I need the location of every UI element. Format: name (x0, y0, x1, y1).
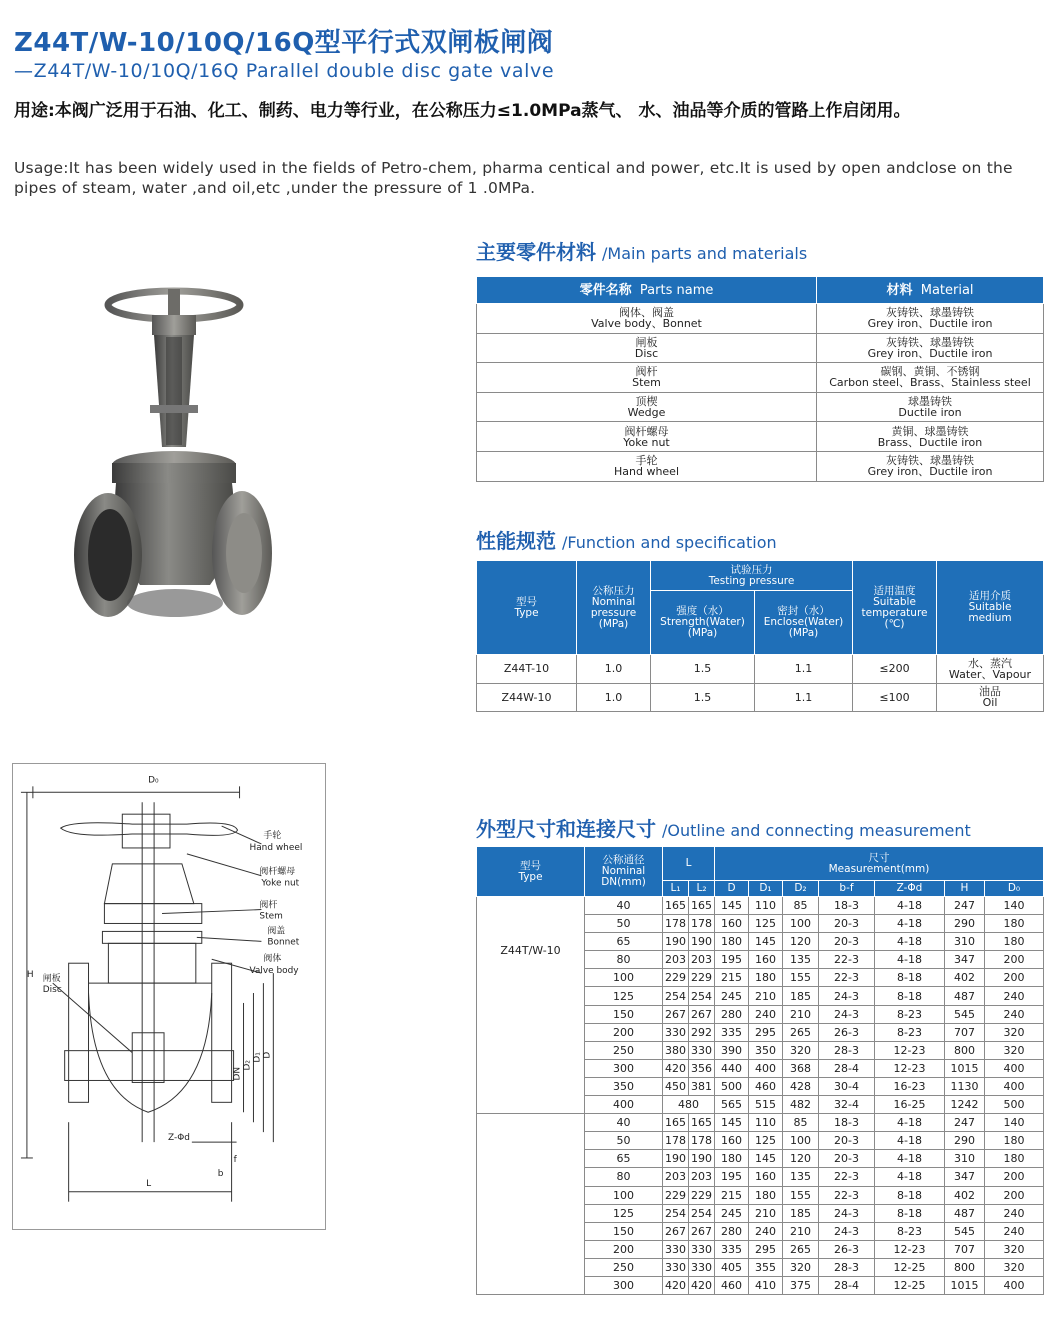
table-cell: 254 (663, 987, 689, 1005)
drawing-label-d1: D₁ (252, 1052, 263, 1063)
dims-col-d: D (715, 881, 749, 897)
table-cell: 140 (985, 897, 1044, 915)
table-cell: 267 (689, 1005, 715, 1023)
table-cell: 240 (985, 987, 1044, 1005)
drawing-handwheel-en: Hand wheel (249, 842, 303, 853)
table-cell: 200 (985, 969, 1044, 987)
table-cell: 350 (585, 1077, 663, 1095)
table-cell: 155 (783, 969, 819, 987)
table-cell: 400 (749, 1059, 783, 1077)
table-cell: 150 (585, 1005, 663, 1023)
table-cell: 4-18 (875, 915, 945, 933)
drawing-label-d: D (262, 1051, 273, 1059)
table-cell: 8-18 (875, 1186, 945, 1204)
table-cell: 240 (749, 1005, 783, 1023)
table-cell: 460 (749, 1077, 783, 1095)
table-cell: 347 (945, 1168, 985, 1186)
table-cell: 22-3 (819, 1186, 875, 1204)
materials-heading (476, 236, 807, 265)
table-row (477, 897, 1044, 915)
table-cell: 292 (689, 1023, 715, 1041)
dims-col-measurement: 尺寸 Measurement(mm) (715, 847, 1044, 881)
table-cell: 4-18 (875, 1150, 945, 1168)
table-cell: 178 (663, 1132, 689, 1150)
table-cell: 28-3 (819, 1041, 875, 1059)
table-cell: 150 (585, 1222, 663, 1240)
table-cell: 24-3 (819, 1005, 875, 1023)
table-row: 阀杆螺母 Yoke nut 黄铜、球墨铸铁 Brass、Ductile iron (477, 422, 1044, 452)
table-row: 闸板 Disc 灰铸铁、球墨铸铁 Grey iron、Ductile iron (477, 333, 1044, 363)
table-cell: 265 (783, 1023, 819, 1041)
table-cell: 180 (749, 969, 783, 987)
table-cell: 707 (945, 1240, 985, 1258)
table-cell: 310 (945, 933, 985, 951)
table-cell: 1242 (945, 1096, 985, 1114)
table-cell: 28-4 (819, 1059, 875, 1077)
table-cell: 247 (945, 1114, 985, 1132)
spec-heading (476, 525, 777, 554)
dims-heading-en: /Outline and connecting measurement (662, 821, 971, 840)
table-cell: 335 (715, 1240, 749, 1258)
table-cell: 320 (985, 1258, 1044, 1276)
dims-col-bf: b-f (819, 881, 875, 897)
table-cell: 410 (749, 1276, 783, 1294)
table-cell: 265 (783, 1240, 819, 1258)
drawing-stem-cn: 阀杆 (259, 900, 278, 911)
table-cell: 402 (945, 969, 985, 987)
table-cell: 190 (663, 933, 689, 951)
table-cell: 178 (689, 1132, 715, 1150)
table-cell: 80 (585, 1168, 663, 1186)
table-cell: 381 (689, 1077, 715, 1095)
drawing-label-zphi: Z-Φd (168, 1133, 190, 1144)
drawing-label-d2: D₂ (242, 1060, 253, 1071)
table-cell: 50 (585, 1132, 663, 1150)
table-cell: 480 (663, 1096, 715, 1114)
table-cell: 330 (689, 1240, 715, 1258)
table-cell: 356 (689, 1059, 715, 1077)
dims-col-l: L (663, 847, 715, 881)
materials-heading-en: /Main parts and materials (602, 244, 808, 263)
table-cell: 165 (689, 897, 715, 915)
table-cell: 8-23 (875, 1222, 945, 1240)
valve-photo (70, 285, 350, 645)
dims-col-type: 型号 Type (477, 847, 585, 897)
page-subtitle: —Z44T/W-10/10Q/16Q Parallel double disc gate valve (14, 60, 555, 82)
table-cell: 200 (985, 951, 1044, 969)
dims-col-d0: D₀ (985, 881, 1044, 897)
dims-type-cell: Z44T/W-10 (477, 897, 585, 1114)
table-cell: 402 (945, 1186, 985, 1204)
table-cell: 24-3 (819, 1204, 875, 1222)
dims-col-dn: 公称通径 Nominal DN(mm) (585, 847, 663, 897)
table-cell: 20-3 (819, 1132, 875, 1150)
materials-heading-cn: 主要零件材料 (476, 240, 596, 264)
table-cell: 203 (663, 951, 689, 969)
table-cell: 160 (715, 1132, 749, 1150)
table-cell: 180 (985, 1150, 1044, 1168)
table-cell: 450 (663, 1077, 689, 1095)
table-cell: 250 (585, 1258, 663, 1276)
spec-header-row-1 (477, 561, 1044, 591)
table-cell: 280 (715, 1222, 749, 1240)
spec-col-testing: 试验压力 Testing pressure (651, 561, 853, 591)
table-cell: 80 (585, 951, 663, 969)
table-cell: 428 (783, 1077, 819, 1095)
table-cell: 22-3 (819, 951, 875, 969)
table-cell: 135 (783, 951, 819, 969)
table-cell: 295 (749, 1023, 783, 1041)
table-cell: 125 (585, 987, 663, 1005)
table-cell: 500 (715, 1077, 749, 1095)
table-cell: 330 (663, 1023, 689, 1041)
table-cell: 8-18 (875, 969, 945, 987)
table-cell: 28-4 (819, 1276, 875, 1294)
table-cell: 125 (749, 1132, 783, 1150)
table-cell: 190 (663, 1150, 689, 1168)
table-cell: 30-4 (819, 1077, 875, 1095)
table-cell: 24-3 (819, 1222, 875, 1240)
spec-col-medium: 适用介质 Suitable medium (937, 561, 1044, 655)
table-row: Z44W-10 1.0 1.5 1.1 ≤100 油品 Oil (477, 683, 1044, 712)
materials-header-row (477, 277, 1044, 304)
table-row: Z44T-10 1.0 1.5 1.1 ≤200 水、蒸汽 Water、Vapour (477, 655, 1044, 684)
table-cell: 203 (663, 1168, 689, 1186)
table-cell: 300 (585, 1059, 663, 1077)
table-cell: 190 (689, 933, 715, 951)
table-cell: 185 (783, 987, 819, 1005)
table-cell: 254 (689, 987, 715, 1005)
table-cell: 400 (985, 1077, 1044, 1095)
drawing-label-dn: DN (232, 1066, 243, 1081)
table-cell: 65 (585, 1150, 663, 1168)
usage-en: Usage:It has been widely used in the fields of Petro-chem, pharma centical and power, etc.It is used by open andclose on the pipes of steam, water ,and oil,etc ,under the pressure of 1 .0MPa. (14, 159, 1013, 197)
table-cell: 229 (689, 1186, 715, 1204)
table-cell: 40 (585, 1114, 663, 1132)
table-cell: 203 (689, 951, 715, 969)
table-cell: 267 (689, 1222, 715, 1240)
table-cell: 290 (945, 915, 985, 933)
table-cell: 460 (715, 1276, 749, 1294)
table-cell: 229 (663, 969, 689, 987)
usage-cn: 用途:本阀广泛用于石油、化工、制药、电力等行业，在公称压力≤1.0MPa蒸气、 水、油品等介质的管路上作启闭用。 (14, 101, 911, 121)
table-cell: 800 (945, 1041, 985, 1059)
table-cell: 22-3 (819, 1168, 875, 1186)
table-cell: 12-23 (875, 1240, 945, 1258)
table-cell: 180 (715, 1150, 749, 1168)
drawing-body-cn: 阀体 (263, 954, 282, 965)
drawing-yokenut-cn: 阀杆螺母 (259, 866, 296, 877)
materials-col-parts: 零件名称 Parts name (477, 277, 817, 304)
table-cell: 267 (663, 1222, 689, 1240)
table-cell: 8-23 (875, 1005, 945, 1023)
table-cell: 355 (749, 1258, 783, 1276)
table-cell: 145 (715, 1114, 749, 1132)
table-cell: 330 (663, 1240, 689, 1258)
table-cell: 400 (585, 1096, 663, 1114)
table-row (477, 1114, 1044, 1132)
table-cell: 145 (715, 897, 749, 915)
drawing-label-b: b (217, 1168, 224, 1179)
table-cell: 405 (715, 1258, 749, 1276)
table-cell: 245 (715, 987, 749, 1005)
table-cell: 4-18 (875, 897, 945, 915)
table-cell: 210 (749, 987, 783, 1005)
spec-col-strength: 强度（水） Strength(Water) (MPa) (651, 591, 755, 655)
table-cell: 310 (945, 1150, 985, 1168)
page-title: Z44T/W-10/10Q/16Q型平行式双闸板闸阀 (14, 28, 554, 58)
table-cell: 250 (585, 1041, 663, 1059)
table-row: 顶楔 Wedge 球墨铸铁 Ductile iron (477, 392, 1044, 422)
table-cell: 40 (585, 897, 663, 915)
table-cell: 800 (945, 1258, 985, 1276)
table-cell: 330 (689, 1258, 715, 1276)
table-cell: 247 (945, 897, 985, 915)
table-cell: 4-18 (875, 1114, 945, 1132)
table-cell: 12-25 (875, 1276, 945, 1294)
table-cell: 165 (663, 1114, 689, 1132)
dims-type-cell-blank (477, 1114, 585, 1295)
table-cell: 110 (749, 897, 783, 915)
table-cell: 320 (783, 1258, 819, 1276)
table-cell: 254 (663, 1204, 689, 1222)
table-cell: 1015 (945, 1059, 985, 1077)
table-row: 阀体、阀盖 Valve body、Bonnet 灰铸铁、球墨铸铁 Grey iron、Ductile iron (477, 304, 1044, 334)
table-cell: 160 (715, 915, 749, 933)
table-cell: 50 (585, 915, 663, 933)
table-cell: 16-25 (875, 1096, 945, 1114)
table-cell: 110 (749, 1114, 783, 1132)
table-cell: 8-18 (875, 987, 945, 1005)
table-cell: 195 (715, 1168, 749, 1186)
spec-col-np: 公称压力 Nominal pressure (MPa) (577, 561, 651, 655)
table-cell: 280 (715, 1005, 749, 1023)
table-cell: 229 (689, 969, 715, 987)
table-cell: 8-18 (875, 1204, 945, 1222)
table-cell: 85 (783, 1114, 819, 1132)
table-cell: 20-3 (819, 933, 875, 951)
table-cell: 420 (663, 1276, 689, 1294)
table-cell: 210 (749, 1204, 783, 1222)
table-cell: 100 (585, 1186, 663, 1204)
table-cell: 32-4 (819, 1096, 875, 1114)
table-cell: 24-3 (819, 987, 875, 1005)
table-cell: 200 (985, 1186, 1044, 1204)
drawing-label-d0: D₀ (148, 775, 159, 786)
table-cell: 20-3 (819, 1150, 875, 1168)
table-cell: 482 (783, 1096, 819, 1114)
table-cell: 100 (585, 969, 663, 987)
drawing-label-l: L (146, 1178, 152, 1189)
table-cell: 4-18 (875, 933, 945, 951)
table-cell: 320 (985, 1041, 1044, 1059)
table-cell: 368 (783, 1059, 819, 1077)
table-cell: 28-3 (819, 1258, 875, 1276)
table-cell: 85 (783, 897, 819, 915)
table-cell: 400 (985, 1059, 1044, 1077)
table-cell: 180 (985, 1132, 1044, 1150)
table-cell: 135 (783, 1168, 819, 1186)
table-cell: 125 (749, 915, 783, 933)
table-cell: 240 (985, 1005, 1044, 1023)
table-cell: 210 (783, 1005, 819, 1023)
table-cell: 1130 (945, 1077, 985, 1095)
table-cell: 487 (945, 987, 985, 1005)
dims-col-zphid: Z-Φd (875, 881, 945, 897)
table-cell: 347 (945, 951, 985, 969)
dims-table (476, 846, 1044, 1295)
dims-col-h: H (945, 881, 985, 897)
table-cell: 440 (715, 1059, 749, 1077)
table-cell: 215 (715, 969, 749, 987)
table-cell: 26-3 (819, 1240, 875, 1258)
table-cell: 26-3 (819, 1023, 875, 1041)
table-cell: 180 (985, 915, 1044, 933)
table-cell: 420 (663, 1059, 689, 1077)
table-cell: 545 (945, 1005, 985, 1023)
table-cell: 100 (783, 1132, 819, 1150)
table-cell: 295 (749, 1240, 783, 1258)
dims-col-l1: L₁ (663, 881, 689, 897)
spec-heading-en: /Function and specification (562, 533, 777, 552)
table-cell: 180 (715, 933, 749, 951)
dims-header-row-1 (477, 847, 1044, 881)
table-cell: 200 (985, 1168, 1044, 1186)
materials-table (476, 276, 1044, 482)
table-cell: 4-18 (875, 1168, 945, 1186)
table-cell: 4-18 (875, 951, 945, 969)
dims-heading (476, 813, 971, 842)
dims-col-d1: D₁ (749, 881, 783, 897)
table-cell: 300 (585, 1276, 663, 1294)
table-cell: 20-3 (819, 915, 875, 933)
materials-col-material: 材料 Material (817, 277, 1044, 304)
table-cell: 125 (585, 1204, 663, 1222)
spec-col-temp: 适用温度 Suitable temperature (℃) (853, 561, 937, 655)
table-cell: 190 (689, 1150, 715, 1168)
dims-col-d2: D₂ (783, 881, 819, 897)
drawing-bonnet-cn: 阀盖 (267, 926, 286, 937)
drawing-stem-en: Stem (259, 911, 283, 922)
table-cell: 145 (749, 933, 783, 951)
table-row: 手轮 Hand wheel 灰铸铁、球墨铸铁 Grey iron、Ductile iron (477, 451, 1044, 481)
table-cell: 145 (749, 1150, 783, 1168)
valve-drawing (12, 763, 326, 1230)
table-cell: 4-18 (875, 1132, 945, 1150)
drawing-label-h: H (26, 970, 34, 981)
spec-table (476, 560, 1044, 712)
table-cell: 380 (663, 1041, 689, 1059)
table-cell: 245 (715, 1204, 749, 1222)
table-cell: 195 (715, 951, 749, 969)
spec-col-type: 型号 Type (477, 561, 577, 655)
table-cell: 320 (985, 1023, 1044, 1041)
table-cell: 487 (945, 1204, 985, 1222)
table-cell: 565 (715, 1096, 749, 1114)
table-cell: 100 (783, 915, 819, 933)
table-cell: 375 (783, 1276, 819, 1294)
table-cell: 320 (985, 1240, 1044, 1258)
table-cell: 165 (663, 897, 689, 915)
table-cell: 215 (715, 1186, 749, 1204)
table-cell: 18-3 (819, 1114, 875, 1132)
spec-col-enclose: 密封（水） Enclose(Water) (MPa) (755, 591, 853, 655)
table-cell: 200 (585, 1023, 663, 1041)
drawing-disc-cn: 闸板 (42, 974, 61, 985)
table-cell: 240 (985, 1222, 1044, 1240)
table-cell: 120 (783, 933, 819, 951)
table-cell: 203 (689, 1168, 715, 1186)
table-cell: 240 (749, 1222, 783, 1240)
table-cell: 335 (715, 1023, 749, 1041)
table-cell: 210 (783, 1222, 819, 1240)
table-cell: 155 (783, 1186, 819, 1204)
dims-heading-cn: 外型尺寸和连接尺寸 (476, 817, 656, 841)
table-cell: 180 (749, 1186, 783, 1204)
table-cell: 254 (689, 1204, 715, 1222)
drawing-handwheel-cn: 手轮 (263, 831, 282, 842)
table-cell: 140 (985, 1114, 1044, 1132)
drawing-body-en: Valve body (249, 966, 299, 977)
table-cell: 180 (985, 933, 1044, 951)
table-cell: 160 (749, 1168, 783, 1186)
table-cell: 240 (985, 1204, 1044, 1222)
table-cell: 545 (945, 1222, 985, 1240)
table-cell: 65 (585, 933, 663, 951)
table-cell: 267 (663, 1005, 689, 1023)
table-cell: 22-3 (819, 969, 875, 987)
table-cell: 178 (689, 915, 715, 933)
table-cell: 178 (663, 915, 689, 933)
table-cell: 8-23 (875, 1023, 945, 1041)
table-cell: 420 (689, 1276, 715, 1294)
table-cell: 330 (663, 1258, 689, 1276)
table-cell: 500 (985, 1096, 1044, 1114)
table-cell: 320 (783, 1041, 819, 1059)
drawing-yokenut-en: Yoke nut (261, 878, 300, 889)
table-cell: 400 (985, 1276, 1044, 1294)
table-cell: 18-3 (819, 897, 875, 915)
table-cell: 16-23 (875, 1077, 945, 1095)
table-cell: 515 (749, 1096, 783, 1114)
table-cell: 390 (715, 1041, 749, 1059)
table-cell: 200 (585, 1240, 663, 1258)
table-cell: 707 (945, 1023, 985, 1041)
table-cell: 290 (945, 1132, 985, 1150)
table-cell: 160 (749, 951, 783, 969)
drawing-disc-en: Disc (42, 985, 62, 996)
drawing-label-f: f (233, 1154, 237, 1165)
table-cell: 12-23 (875, 1041, 945, 1059)
table-cell: 12-25 (875, 1258, 945, 1276)
table-cell: 350 (749, 1041, 783, 1059)
table-cell: 12-23 (875, 1059, 945, 1077)
dims-col-l2: L₂ (689, 881, 715, 897)
table-cell: 1015 (945, 1276, 985, 1294)
table-cell: 120 (783, 1150, 819, 1168)
table-row: 阀杆 Stem 碳钢、黄铜、不锈钢 Carbon steel、Brass、Stainless steel (477, 363, 1044, 393)
drawing-bonnet-en: Bonnet (267, 937, 300, 948)
table-cell: 185 (783, 1204, 819, 1222)
table-cell: 330 (689, 1041, 715, 1059)
table-cell: 229 (663, 1186, 689, 1204)
table-cell: 165 (689, 1114, 715, 1132)
spec-heading-cn: 性能规范 (476, 529, 556, 553)
